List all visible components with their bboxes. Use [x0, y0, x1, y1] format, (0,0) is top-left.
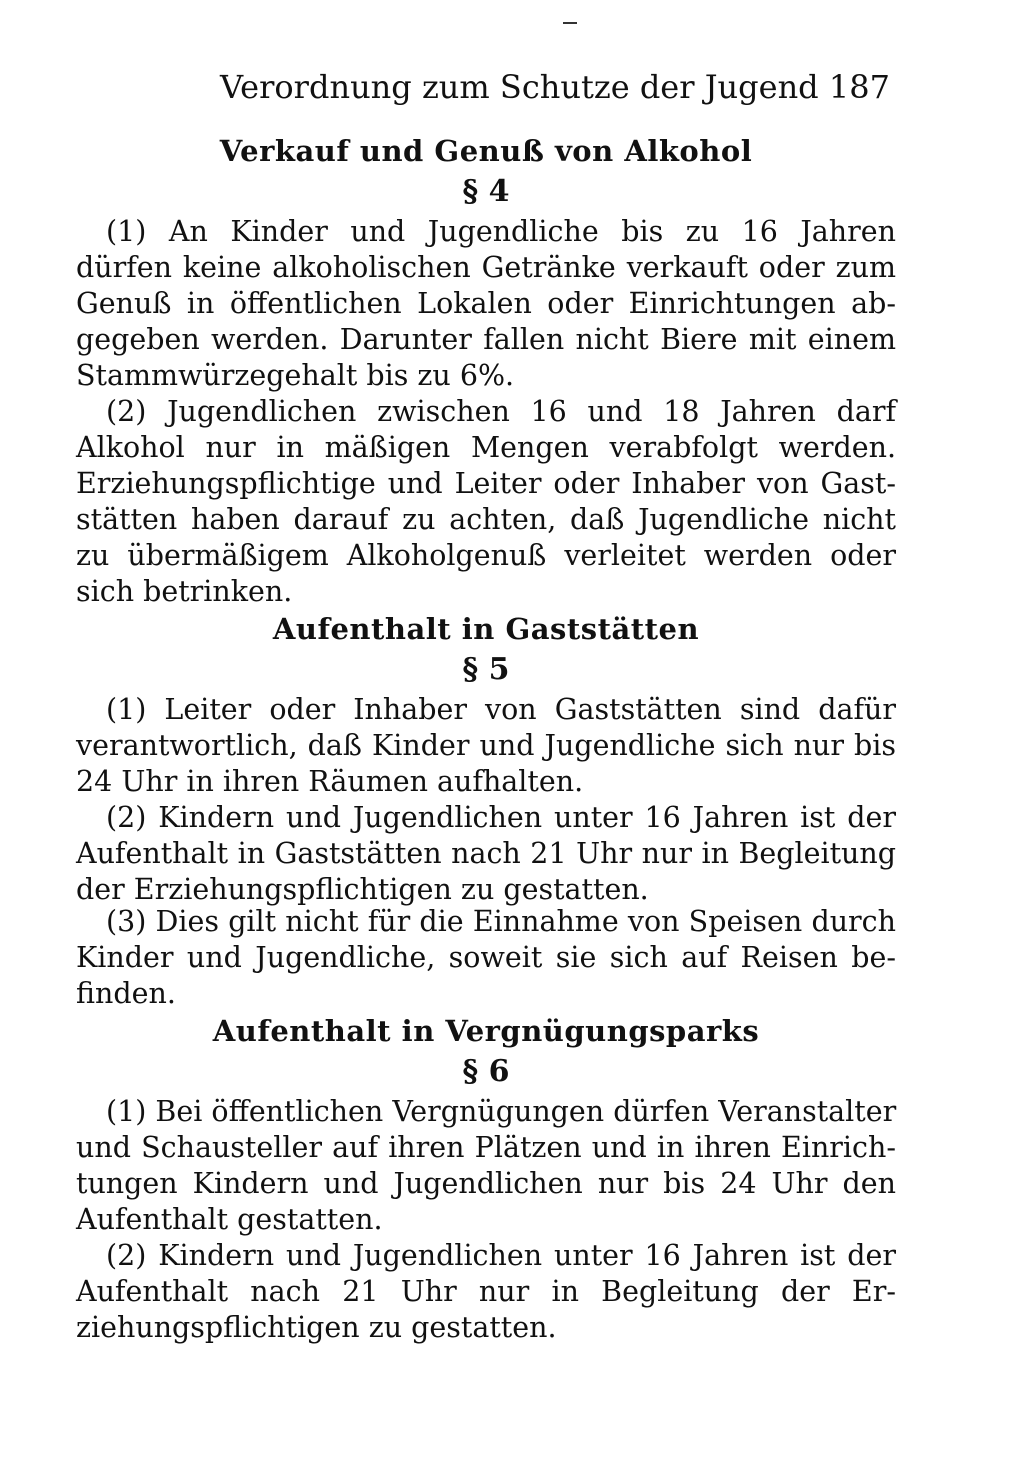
text-line: 24 Uhr in ihren Räumen aufhalten. — [76, 765, 584, 798]
text-line: und Schausteller auf ihren Plätzen und in ihren Einrich- — [76, 1131, 896, 1164]
text-line: (2) Kindern und Jugendlichen unter 16 Jahren ist der — [106, 1239, 896, 1272]
running-title: Verordnung zum Schutze der Jugend — [220, 68, 819, 106]
page-number: 187 — [828, 68, 890, 106]
paragraph-4-1 — [76, 214, 896, 394]
paragraph-6-1 — [76, 1094, 896, 1238]
text-line: ziehungspflichtigen zu gestatten. — [76, 1311, 557, 1344]
text-line: finden. — [76, 977, 176, 1010]
paragraph-sign-5: § 5 — [462, 652, 510, 687]
text-line: (2) Kindern und Jugendlichen unter 16 Jahren ist der — [106, 801, 896, 834]
text-line: sich betrinken. — [76, 575, 293, 608]
text-line: stätten haben darauf zu achten, daß Jugendliche nicht — [76, 503, 896, 536]
text-line: tungen Kindern und Jugendlichen nur bis 24 Uhr den — [76, 1167, 896, 1200]
text-line: Aufenthalt nach 21 Uhr nur in Begleitung der Er- — [76, 1275, 896, 1308]
text-line: Kinder und Jugendliche, soweit sie sich auf Reisen be- — [76, 941, 896, 974]
text-line: (1) Bei öffentlichen Vergnügungen dürfen Veranstalter — [106, 1095, 897, 1128]
text-line: Stammwürzegehalt bis zu 6%. — [76, 359, 515, 392]
paragraph-6-2 — [76, 1238, 896, 1346]
section-heading-alkohol: Verkauf und Genuß von Alkohol — [219, 134, 753, 168]
paragraph-sign-4: § 4 — [462, 174, 510, 209]
paragraph-5-2 — [76, 800, 896, 908]
text-line: (3) Dies gilt nicht für die Einnahme von Speisen durch — [106, 905, 896, 938]
paragraph-sign-6: § 6 — [462, 1054, 510, 1089]
text-line: Genuß in öffentlichen Lokalen oder Einrichtungen ab- — [76, 287, 896, 320]
text-line: (1) An Kinder und Jugendliche bis zu 16 Jahren — [106, 215, 896, 248]
text-line: Aufenthalt in Gaststätten nach 21 Uhr nur in Begleitung — [76, 837, 896, 870]
section-heading-vergnuegungsparks: Aufenthalt in Vergnügungsparks — [212, 1014, 760, 1048]
text-line: der Erziehungspflichtigen zu gestatten. — [76, 873, 649, 906]
page-top-mark — [563, 22, 577, 24]
text-line: zu übermäßigem Alkoholgenuß verleitet werden oder — [76, 539, 896, 572]
section-heading-gaststaetten: Aufenthalt in Gaststätten — [272, 612, 700, 646]
paragraph-4-2 — [76, 394, 896, 610]
text-line: (1) Leiter oder Inhaber von Gaststätten sind dafür — [106, 693, 896, 726]
text-line: (2) Jugendlichen zwischen 16 und 18 Jahren darf — [106, 395, 896, 428]
paragraph-5-3 — [76, 904, 896, 1012]
paragraph-5-1 — [76, 692, 896, 800]
running-header — [220, 62, 890, 112]
text-line: Alkohol nur in mäßigen Mengen verabfolgt werden. — [76, 431, 896, 464]
text-line: verantwortlich, daß Kinder und Jugendliche sich nur bis — [76, 729, 896, 762]
text-line: dürfen keine alkoholischen Getränke verkauft oder zum — [76, 251, 896, 284]
text-line: Erziehungspflichtige und Leiter oder Inhaber von Gast- — [76, 467, 896, 500]
text-line: gegeben werden. Darunter fallen nicht Biere mit einem — [76, 323, 896, 356]
text-line: Aufenthalt gestatten. — [76, 1203, 383, 1236]
